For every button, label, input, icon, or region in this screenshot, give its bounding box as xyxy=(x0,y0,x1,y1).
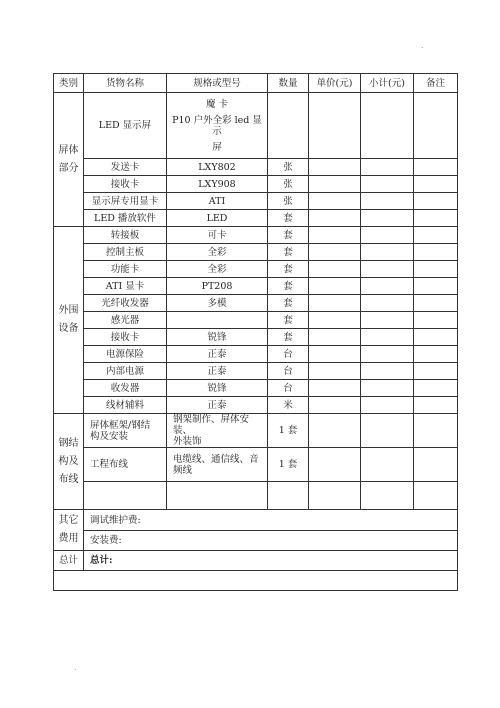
header-category: 类别 xyxy=(54,74,84,93)
item-spec: ATI xyxy=(167,193,268,210)
item-name: ATI 显卡 xyxy=(84,278,167,295)
header-item-name: 货物名称 xyxy=(84,74,167,93)
item-qty: 套 xyxy=(268,261,309,278)
table-row xyxy=(54,278,458,295)
item-spec: LXY908 xyxy=(167,176,268,193)
table-row xyxy=(54,510,458,531)
item-name: 控制主板 xyxy=(84,244,167,261)
item-qty: 1 套 xyxy=(268,414,309,448)
table-row xyxy=(54,93,458,159)
group-steel-label: 钢结构及布线 xyxy=(54,414,84,510)
total-row xyxy=(54,551,458,571)
blank-row xyxy=(54,571,458,591)
spec-line: 外装饰 xyxy=(173,436,202,447)
item-spec: 正泰 xyxy=(167,397,268,414)
item-subtotal xyxy=(361,93,414,159)
table-row xyxy=(54,295,458,312)
item-name: 电源保险 xyxy=(84,346,167,363)
spec-line: 频线 xyxy=(173,464,193,476)
group-screen-label: 屏体部分 xyxy=(54,93,84,227)
item-spec xyxy=(167,448,268,482)
table-row xyxy=(54,159,458,176)
table-row xyxy=(54,193,458,210)
item-spec xyxy=(167,312,268,329)
item-name xyxy=(84,448,167,482)
item-name: 功能卡 xyxy=(84,261,167,278)
table-row xyxy=(54,227,458,244)
item-name: 线材辅料 xyxy=(84,397,167,414)
group-total-label: 总计 xyxy=(54,551,84,571)
item-spec: LXY802 xyxy=(167,159,268,176)
table-row xyxy=(54,531,458,551)
table-row xyxy=(54,176,458,193)
item-name: 发送卡 xyxy=(84,159,167,176)
item-spec: PT208 xyxy=(167,278,268,295)
installation-fee: 安装费: xyxy=(84,531,458,551)
spec-line: 屏 xyxy=(212,141,222,153)
table-row xyxy=(54,397,458,414)
item-qty: 套 xyxy=(268,295,309,312)
item-qty: 1 套 xyxy=(268,448,309,482)
item-qty: 套 xyxy=(268,312,309,329)
table-row xyxy=(54,482,458,510)
header-quantity: 数量 xyxy=(268,74,309,93)
item-spec: 正泰 xyxy=(167,363,268,380)
table-row xyxy=(54,380,458,397)
item-qty: 台 xyxy=(268,346,309,363)
table-row xyxy=(54,329,458,346)
item-name: 显示屏专用显卡 xyxy=(84,193,167,210)
item-qty: 套 xyxy=(268,210,309,227)
table-row xyxy=(54,414,458,448)
name-line: 工程布线 xyxy=(90,459,129,470)
table-row xyxy=(54,363,458,380)
item-spec xyxy=(167,414,268,448)
spec-line: P10 户外全彩 led 显示 xyxy=(172,114,262,137)
total-value: 总计: xyxy=(84,551,458,571)
spec-line: 钢架制作、屏体安装、 xyxy=(173,414,250,436)
item-name: 接收卡 xyxy=(84,329,167,346)
table-row xyxy=(54,261,458,278)
item-name xyxy=(84,414,167,448)
item-qty xyxy=(268,93,309,159)
table-row xyxy=(54,346,458,363)
item-name: 收发器 xyxy=(84,380,167,397)
corner-dot-bottom: . xyxy=(74,663,77,672)
group-other-label: 其它费用 xyxy=(54,510,84,551)
item-name: LED 显示屏 xyxy=(84,93,167,159)
item-qty: 米 xyxy=(268,397,309,414)
item-name: LED 播放软件 xyxy=(84,210,167,227)
item-spec: 锐锋 xyxy=(167,380,268,397)
item-qty: 套 xyxy=(268,278,309,295)
table-row xyxy=(54,210,458,227)
header-unit-price: 单价(元) xyxy=(309,74,361,93)
corner-dot-top: . xyxy=(421,41,424,50)
item-qty: 张 xyxy=(268,176,309,193)
item-remarks xyxy=(414,93,458,159)
table-row xyxy=(54,448,458,482)
item-spec: 锐锋 xyxy=(167,329,268,346)
item-qty: 套 xyxy=(268,329,309,346)
item-qty: 套 xyxy=(268,244,309,261)
item-name: 内部电源 xyxy=(84,363,167,380)
item-name: 感光器 xyxy=(84,312,167,329)
item-qty: 台 xyxy=(268,380,309,397)
name-line: 构及安装 xyxy=(90,430,129,442)
item-unit-price xyxy=(309,93,361,159)
item-spec: 可卡 xyxy=(167,227,268,244)
header-subtotal: 小计(元) xyxy=(361,74,414,93)
item-name: 光纤收发器 xyxy=(84,295,167,312)
item-spec: LED xyxy=(167,210,268,227)
item-spec: 多模 xyxy=(167,295,268,312)
item-qty: 台 xyxy=(268,363,309,380)
item-qty: 张 xyxy=(268,193,309,210)
item-name: 转接板 xyxy=(84,227,167,244)
name-line: 屏体框架/钢结 xyxy=(90,419,151,431)
table-row xyxy=(54,312,458,329)
debug-maintenance-fee: 调试维护费: xyxy=(84,510,458,531)
header-spec: 规格或型号 xyxy=(167,74,268,93)
header-row xyxy=(54,74,458,93)
price-quote-table xyxy=(53,73,458,591)
item-spec: 全彩 xyxy=(167,261,268,278)
item-spec xyxy=(167,93,268,159)
item-spec: 正泰 xyxy=(167,346,268,363)
item-name: 接收卡 xyxy=(84,176,167,193)
group-peripheral-label: 外围设备 xyxy=(54,227,84,414)
spec-line: 电缆线、通信线、音 xyxy=(173,453,259,465)
item-qty: 张 xyxy=(268,159,309,176)
table-row xyxy=(54,244,458,261)
header-remarks: 备注 xyxy=(414,74,458,93)
spec-line: 魔 卡 xyxy=(205,98,229,110)
item-spec: 全彩 xyxy=(167,244,268,261)
item-qty: 套 xyxy=(268,227,309,244)
